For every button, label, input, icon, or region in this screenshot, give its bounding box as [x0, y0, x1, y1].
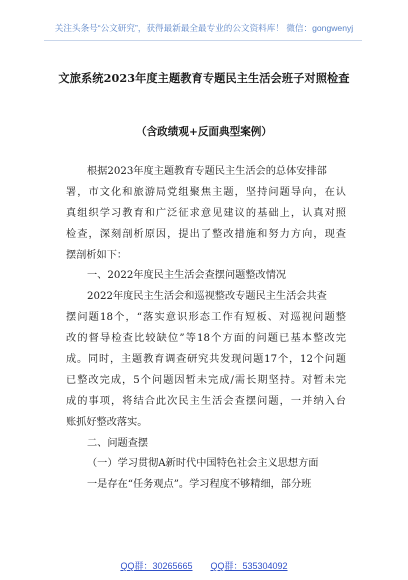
paragraph-line: 成的事项，将结合此次民主生活会查摆问题，一并纳入台 [66, 395, 346, 407]
paragraph-line: 2022年度民主生活会和巡视整改专题民主生活会共查 [87, 291, 327, 303]
paragraph-line: 改的督导检查比较缺位”等18个方面的问题已基本整改完 [66, 333, 346, 345]
paragraph-line: 已整改完成，5个问题因暂未完成/需长期坚持。对暂未完 [66, 374, 346, 386]
qq-group-link-2[interactable]: QQ群：535304092 [210, 561, 288, 571]
paragraph-line: 根据2023年度主题教育专题民主生活会的总体安排部 [87, 166, 327, 177]
paragraph-line: 检查，深刻剖析原因，提出了整改措施和努力方向，现查 [66, 228, 346, 240]
section-heading: 一、2022年度民主生活会查摆问题整改情况 [87, 270, 287, 282]
paragraph-line: 署，市文化和旅游局党组聚焦主题，坚持问题导向，在认 [66, 186, 346, 198]
header-banner: 关注头条号“公文研究”，获得最新最全最专业的公文资料库！ 微信：gongwenyj [54, 23, 354, 33]
paragraph-line: 真组织学习教育和广泛征求意见建议的基础上，认真对照 [66, 207, 346, 219]
paragraph-line: 摆问题18个，“落实意识形态工作有短板、对巡视问题整 [66, 312, 346, 324]
section-heading: 二、问题查摆 [87, 437, 149, 449]
paragraph-line: 一是存在“任务观点”。学习程度不够精细，部分班 [87, 479, 312, 491]
document-subtitle: （含政绩观+反面典型案例） [135, 126, 272, 138]
header-divider [44, 40, 362, 41]
footer-qq-groups [0, 559, 408, 572]
subsection-heading: （一）学习贯彻A新时代中国特色社会主义思想方面 [87, 458, 319, 470]
paragraph-line: 账抓好整改落实。 [66, 416, 148, 428]
paragraph-line: 成。同时，主题教育调查研究共发现问题17个，12个问题 [66, 354, 346, 366]
document-body [66, 162, 346, 496]
qq-group-link-1[interactable]: QQ群：30265665 [120, 561, 193, 571]
document-title: 文旅系统2023年度主题教育专题民主生活会班子对照检查 [58, 71, 350, 85]
paragraph-line: 摆剖析如下： [66, 249, 128, 261]
